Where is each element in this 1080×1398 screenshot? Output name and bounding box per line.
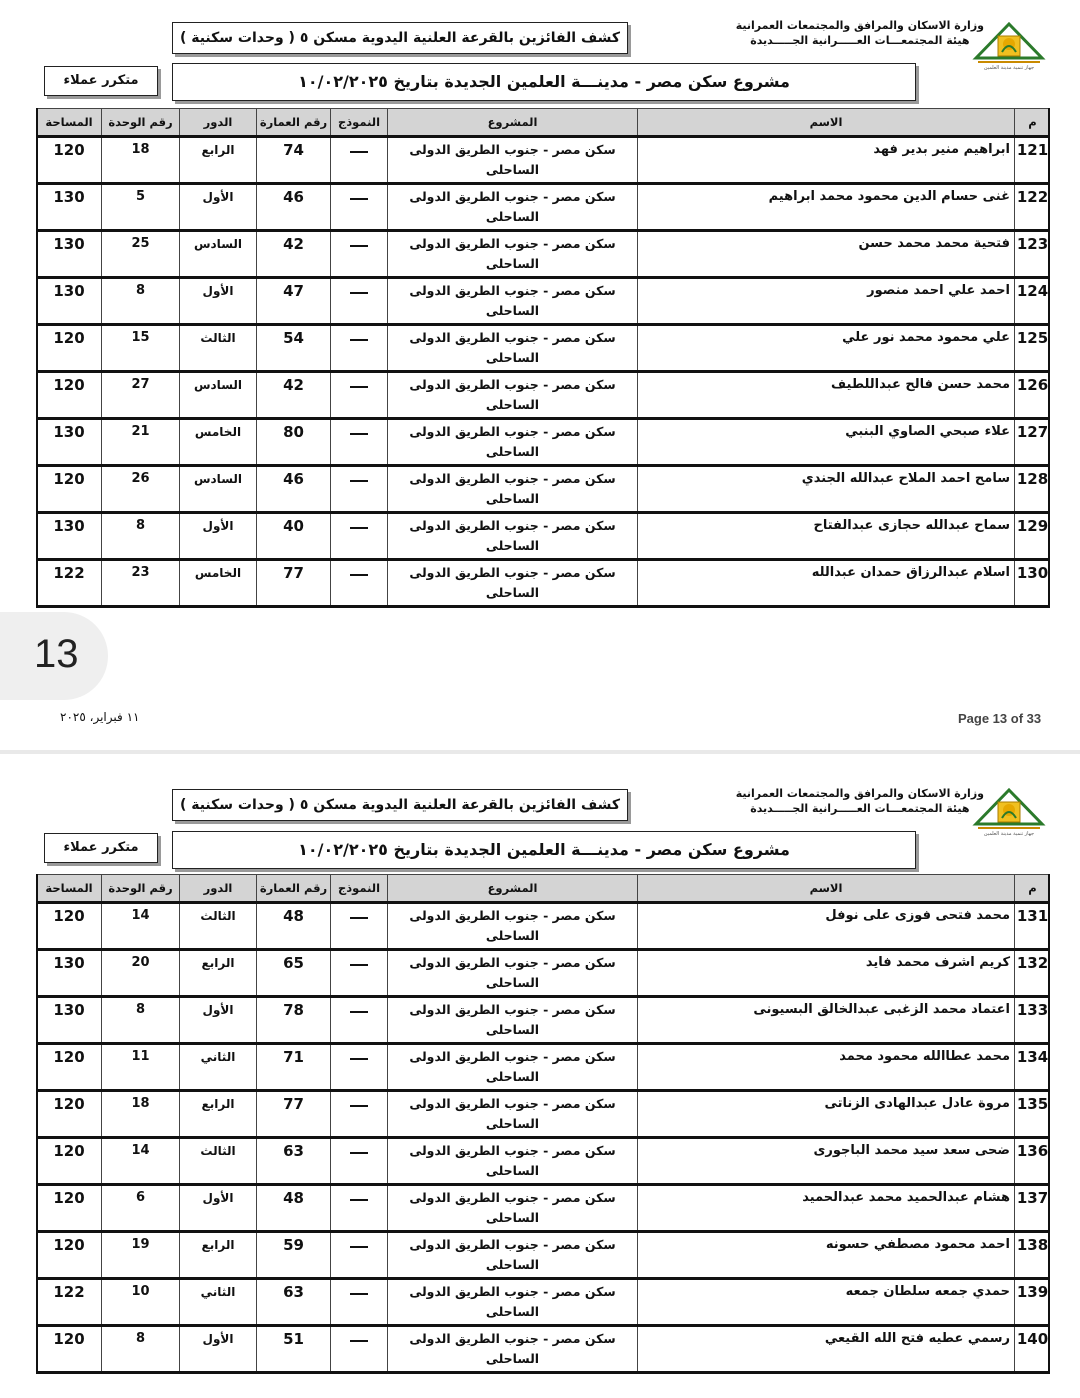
cell-floor: الأول	[179, 1327, 256, 1371]
cell-name: مروة عادل عبدالهادى الزناتى	[637, 1092, 1014, 1136]
cell-id: 135	[1014, 1092, 1050, 1136]
cell-project: سكن مصر - جنوب الطريق الدولى الساحلى	[387, 373, 637, 417]
cell-unit: 27	[101, 373, 179, 417]
cell-project: سكن مصر - جنوب الطريق الدولى الساحلى	[387, 561, 637, 605]
repeated-clients-label: متكرر عملاء	[63, 73, 139, 88]
cell-building: 63	[256, 1280, 330, 1324]
table-row	[36, 1233, 1050, 1277]
cell-name: احمد علي احمد منصور	[637, 279, 1014, 323]
cell-floor: الأول	[179, 514, 256, 558]
model-dash	[350, 245, 368, 247]
model-dash	[350, 964, 368, 966]
cell-model	[330, 1045, 387, 1089]
cell-model	[330, 514, 387, 558]
ministry-line-1: وزارة الاسكان والمرافق والمجتمعات العمرانية	[735, 19, 984, 32]
cell-name: محمد حسن فالح عبداللطيف	[637, 373, 1014, 417]
cell-building: 77	[256, 561, 330, 605]
cell-project: سكن مصر - جنوب الطريق الدولى الساحلى	[387, 1092, 637, 1136]
page-separator	[0, 750, 1080, 754]
cell-id: 121	[1014, 138, 1050, 182]
table-row	[36, 1327, 1050, 1371]
cell-id: 124	[1014, 279, 1050, 323]
cell-floor: الثالث	[179, 904, 256, 948]
cell-project: سكن مصر - جنوب الطريق الدولى الساحلى	[387, 1045, 637, 1089]
document-title-box	[172, 789, 628, 821]
cell-unit: 19	[101, 1233, 179, 1277]
model-dash	[350, 339, 368, 341]
cell-name: رسمي عطيه فتح الله القيعي	[637, 1327, 1014, 1371]
column-header: المشروع	[387, 875, 637, 903]
document-title-box	[172, 22, 628, 54]
document-page-2	[0, 760, 1080, 1398]
model-dash	[350, 292, 368, 294]
cell-area: 120	[36, 1092, 101, 1136]
cell-model	[330, 998, 387, 1042]
cell-area: 120	[36, 1186, 101, 1230]
column-header: المشروع	[387, 109, 637, 137]
cell-name: اسلام عبدالرزاق حمدان عبدالله	[637, 561, 1014, 605]
model-dash	[350, 574, 368, 576]
column-header: الاسم	[637, 109, 1014, 137]
cell-building: 51	[256, 1327, 330, 1371]
column-header: النموذج	[330, 875, 387, 903]
model-dash	[350, 1199, 368, 1201]
column-header: رقم الوحدة	[101, 109, 179, 137]
cell-floor: الثاني	[179, 1045, 256, 1089]
cell-model	[330, 232, 387, 276]
cell-floor: الخامس	[179, 420, 256, 464]
cell-floor: الثاني	[179, 1280, 256, 1324]
cell-floor: الخامس	[179, 561, 256, 605]
cell-building: 47	[256, 279, 330, 323]
repeated-clients-label: متكرر عملاء	[63, 840, 139, 855]
cell-model	[330, 373, 387, 417]
cell-id: 136	[1014, 1139, 1050, 1183]
cell-name: علي محمود محمد نور علي	[637, 326, 1014, 370]
cell-unit: 23	[101, 561, 179, 605]
model-dash	[350, 1246, 368, 1248]
cell-project: سكن مصر - جنوب الطريق الدولى الساحلى	[387, 232, 637, 276]
column-header: المساحة	[36, 875, 101, 903]
page-of-label: Page 13 of 33	[958, 711, 1042, 726]
cell-area: 120	[36, 1327, 101, 1371]
cell-unit: 8	[101, 1327, 179, 1371]
cell-id: 128	[1014, 467, 1050, 511]
cell-floor: السادس	[179, 467, 256, 511]
cell-building: 59	[256, 1233, 330, 1277]
cell-model	[330, 1280, 387, 1324]
cell-area: 130	[36, 185, 101, 229]
cell-id: 134	[1014, 1045, 1050, 1089]
cell-unit: 6	[101, 1186, 179, 1230]
model-dash	[350, 151, 368, 153]
cell-area: 120	[36, 326, 101, 370]
cell-id: 133	[1014, 998, 1050, 1042]
column-header: النموذج	[330, 109, 387, 137]
cell-unit: 26	[101, 467, 179, 511]
table-row	[36, 998, 1050, 1042]
project-title-box	[172, 63, 916, 101]
model-dash	[350, 527, 368, 529]
table-header	[36, 874, 1050, 903]
model-dash	[350, 198, 368, 200]
cell-unit: 18	[101, 1092, 179, 1136]
cell-project: سكن مصر - جنوب الطريق الدولى الساحلى	[387, 138, 637, 182]
cell-model	[330, 951, 387, 995]
cell-building: 42	[256, 373, 330, 417]
cell-id: 126	[1014, 373, 1050, 417]
table-row	[36, 467, 1050, 511]
cell-unit: 14	[101, 904, 179, 948]
page-number-indicator	[0, 612, 108, 700]
document-title: كشف الفائزين بالقرعة العلنية اليدوية مسكن ٥ ( وحدات سكنية )	[179, 797, 621, 813]
project-title: مشروع سكن مصر - مدينـــة العلمين الجديدة بتاريخ ١٠/٠٢/٢٠٢٥	[298, 72, 790, 91]
table-row	[36, 1092, 1050, 1136]
project-title-box	[172, 831, 916, 869]
cell-floor: السادس	[179, 373, 256, 417]
logo-caption: جهاز تنمية مدينة العلمين	[983, 831, 1035, 836]
cell-unit: 21	[101, 420, 179, 464]
cell-name: محمد عطاالله محمود محمد	[637, 1045, 1014, 1089]
cell-area: 120	[36, 904, 101, 948]
table-right-border	[1048, 874, 1050, 1373]
column-header: م	[1014, 875, 1050, 903]
model-dash	[350, 1293, 368, 1295]
column-header: رقم الوحدة	[101, 875, 179, 903]
model-dash	[350, 1152, 368, 1154]
cell-floor: السادس	[179, 232, 256, 276]
table-row	[36, 561, 1050, 605]
cell-building: 46	[256, 467, 330, 511]
cell-unit: 8	[101, 514, 179, 558]
cell-model	[330, 279, 387, 323]
model-dash	[350, 1058, 368, 1060]
cell-project: سكن مصر - جنوب الطريق الدولى الساحلى	[387, 1139, 637, 1183]
table-header	[36, 108, 1050, 137]
cell-area: 130	[36, 420, 101, 464]
column-header: الدور	[179, 109, 256, 137]
print-date: ١١ فبراير، ٢٠٢٥	[60, 710, 140, 724]
cell-area: 120	[36, 373, 101, 417]
cell-name: علاء صبحي الصاوي البنبي	[637, 420, 1014, 464]
model-dash	[350, 433, 368, 435]
cell-id: 129	[1014, 514, 1050, 558]
cell-id: 132	[1014, 951, 1050, 995]
column-header: الاسم	[637, 875, 1014, 903]
column-header: رقم العمارة	[256, 875, 330, 903]
model-dash	[350, 1011, 368, 1013]
table-left-border	[36, 874, 38, 1373]
cell-id: 122	[1014, 185, 1050, 229]
table-row	[36, 373, 1050, 417]
cell-project: سكن مصر - جنوب الطريق الدولى الساحلى	[387, 1327, 637, 1371]
cell-unit: 14	[101, 1139, 179, 1183]
cell-building: 46	[256, 185, 330, 229]
cell-building: 48	[256, 1186, 330, 1230]
cell-unit: 8	[101, 279, 179, 323]
table-row	[36, 326, 1050, 370]
cell-floor: الرابع	[179, 1233, 256, 1277]
column-header: رقم العمارة	[256, 109, 330, 137]
cell-name: اعتماد محمد الزغبى عبدالخالق البسيونى	[637, 998, 1014, 1042]
cell-building: 80	[256, 420, 330, 464]
cell-area: 130	[36, 514, 101, 558]
cell-id: 125	[1014, 326, 1050, 370]
cell-project: سكن مصر - جنوب الطريق الدولى الساحلى	[387, 420, 637, 464]
column-header: الدور	[179, 875, 256, 903]
cell-project: سكن مصر - جنوب الطريق الدولى الساحلى	[387, 1233, 637, 1277]
cell-project: سكن مصر - جنوب الطريق الدولى الساحلى	[387, 1186, 637, 1230]
cell-unit: 15	[101, 326, 179, 370]
table-bottom-border	[36, 1371, 1050, 1374]
cell-id: 130	[1014, 561, 1050, 605]
cell-floor: الثالث	[179, 1139, 256, 1183]
cell-building: 63	[256, 1139, 330, 1183]
table-bottom-border	[36, 605, 1050, 608]
repeated-clients-box	[44, 833, 158, 863]
model-dash	[350, 917, 368, 919]
cell-project: سكن مصر - جنوب الطريق الدولى الساحلى	[387, 904, 637, 948]
cell-name: سماح عبدالله حجازى عبدالفتاح	[637, 514, 1014, 558]
cell-model	[330, 420, 387, 464]
cell-building: 48	[256, 904, 330, 948]
logo-caption: جهاز تنمية مدينة العلمين	[983, 65, 1035, 70]
cell-unit: 20	[101, 951, 179, 995]
cell-area: 122	[36, 1280, 101, 1324]
cell-name: سامح احمد الملاح عبدالله الجندي	[637, 467, 1014, 511]
cell-area: 130	[36, 951, 101, 995]
ministry-name	[736, 786, 984, 816]
model-dash	[350, 480, 368, 482]
repeated-clients-box	[44, 66, 158, 96]
table-row	[36, 279, 1050, 323]
cell-building: 54	[256, 326, 330, 370]
cell-model	[330, 1327, 387, 1371]
cell-model	[330, 904, 387, 948]
cell-model	[330, 1092, 387, 1136]
cell-unit: 10	[101, 1280, 179, 1324]
table-row	[36, 185, 1050, 229]
cell-model	[330, 561, 387, 605]
cell-id: 127	[1014, 420, 1050, 464]
cell-area: 130	[36, 998, 101, 1042]
table-row	[36, 951, 1050, 995]
cell-unit: 25	[101, 232, 179, 276]
cell-building: 77	[256, 1092, 330, 1136]
cell-project: سكن مصر - جنوب الطريق الدولى الساحلى	[387, 514, 637, 558]
ministry-line-2: هيئة المجتمعـــات العـــــرانية الجـــــديدة	[750, 34, 970, 47]
document-page-1	[0, 0, 1080, 640]
cell-floor: الثالث	[179, 326, 256, 370]
cell-project: سكن مصر - جنوب الطريق الدولى الساحلى	[387, 1280, 637, 1324]
cell-floor: الأول	[179, 1186, 256, 1230]
cell-model	[330, 185, 387, 229]
column-header: المساحة	[36, 109, 101, 137]
page-number: 13	[34, 632, 79, 676]
table-row	[36, 1186, 1050, 1230]
cell-project: سكن مصر - جنوب الطريق الدولى الساحلى	[387, 185, 637, 229]
cell-area: 122	[36, 561, 101, 605]
model-dash	[350, 386, 368, 388]
cell-name: غنى حسام الدين محمود محمد ابراهيم	[637, 185, 1014, 229]
cell-building: 65	[256, 951, 330, 995]
cell-building: 42	[256, 232, 330, 276]
document-title: كشف الفائزين بالقرعة العلنية اليدوية مسكن ٥ ( وحدات سكنية )	[179, 30, 621, 46]
page-gap	[0, 640, 1080, 760]
cell-model	[330, 467, 387, 511]
model-dash	[350, 1105, 368, 1107]
cell-id: 131	[1014, 904, 1050, 948]
cell-name: محمد فتحى فوزى على نوفل	[637, 904, 1014, 948]
cell-area: 120	[36, 1139, 101, 1183]
cell-model	[330, 138, 387, 182]
cell-floor: الرابع	[179, 951, 256, 995]
cell-name: احمد محمود مصطفي حسونه	[637, 1233, 1014, 1277]
cell-project: سكن مصر - جنوب الطريق الدولى الساحلى	[387, 326, 637, 370]
table-row	[36, 904, 1050, 948]
cell-name: هشام عبدالحميد محمد عبدالحميد	[637, 1186, 1014, 1230]
cell-name: ابراهيم منير بدير فهد	[637, 138, 1014, 182]
table-row	[36, 1045, 1050, 1089]
table-row	[36, 420, 1050, 464]
cell-unit: 11	[101, 1045, 179, 1089]
cell-floor: الرابع	[179, 138, 256, 182]
cell-area: 120	[36, 467, 101, 511]
cell-building: 74	[256, 138, 330, 182]
cell-floor: الأول	[179, 998, 256, 1042]
cell-id: 123	[1014, 232, 1050, 276]
cell-model	[330, 1233, 387, 1277]
cell-floor: الأول	[179, 279, 256, 323]
table-row	[36, 1280, 1050, 1324]
cell-name: فتحية محمد محمد حسن	[637, 232, 1014, 276]
table-row	[36, 138, 1050, 182]
cell-name: حمدي جمعه سلطان جمعه	[637, 1280, 1014, 1324]
ministry-line-2: هيئة المجتمعـــات العـــــرانية الجـــــديدة	[750, 802, 970, 815]
cell-model	[330, 326, 387, 370]
table-row	[36, 1139, 1050, 1183]
cell-unit: 5	[101, 185, 179, 229]
cell-model	[330, 1139, 387, 1183]
cell-id: 137	[1014, 1186, 1050, 1230]
cell-name: كريم اشرف محمد فايد	[637, 951, 1014, 995]
cell-floor: الأول	[179, 185, 256, 229]
ministry-line-1: وزارة الاسكان والمرافق والمجتمعات العمرانية	[735, 787, 984, 800]
model-dash	[350, 1340, 368, 1342]
cell-area: 120	[36, 138, 101, 182]
cell-project: سكن مصر - جنوب الطريق الدولى الساحلى	[387, 951, 637, 995]
cell-area: 130	[36, 232, 101, 276]
cell-area: 130	[36, 279, 101, 323]
cell-model	[330, 1186, 387, 1230]
column-header: م	[1014, 109, 1050, 137]
table-row	[36, 514, 1050, 558]
cell-name: ضحى سعد سيد محمد الباجورى	[637, 1139, 1014, 1183]
cell-building: 78	[256, 998, 330, 1042]
cell-unit: 18	[101, 138, 179, 182]
project-title: مشروع سكن مصر - مدينـــة العلمين الجديدة بتاريخ ١٠/٠٢/٢٠٢٥	[298, 840, 790, 859]
cell-floor: الرابع	[179, 1092, 256, 1136]
cell-project: سكن مصر - جنوب الطريق الدولى الساحلى	[387, 279, 637, 323]
cell-id: 138	[1014, 1233, 1050, 1277]
cell-project: سكن مصر - جنوب الطريق الدولى الساحلى	[387, 467, 637, 511]
ministry-name	[736, 18, 984, 48]
cell-id: 139	[1014, 1280, 1050, 1324]
table-right-border	[1048, 108, 1050, 607]
table-row	[36, 232, 1050, 276]
cell-area: 120	[36, 1233, 101, 1277]
cell-project: سكن مصر - جنوب الطريق الدولى الساحلى	[387, 998, 637, 1042]
cell-area: 120	[36, 1045, 101, 1089]
cell-building: 71	[256, 1045, 330, 1089]
cell-id: 140	[1014, 1327, 1050, 1371]
cell-building: 40	[256, 514, 330, 558]
cell-unit: 8	[101, 998, 179, 1042]
table-left-border	[36, 108, 38, 607]
